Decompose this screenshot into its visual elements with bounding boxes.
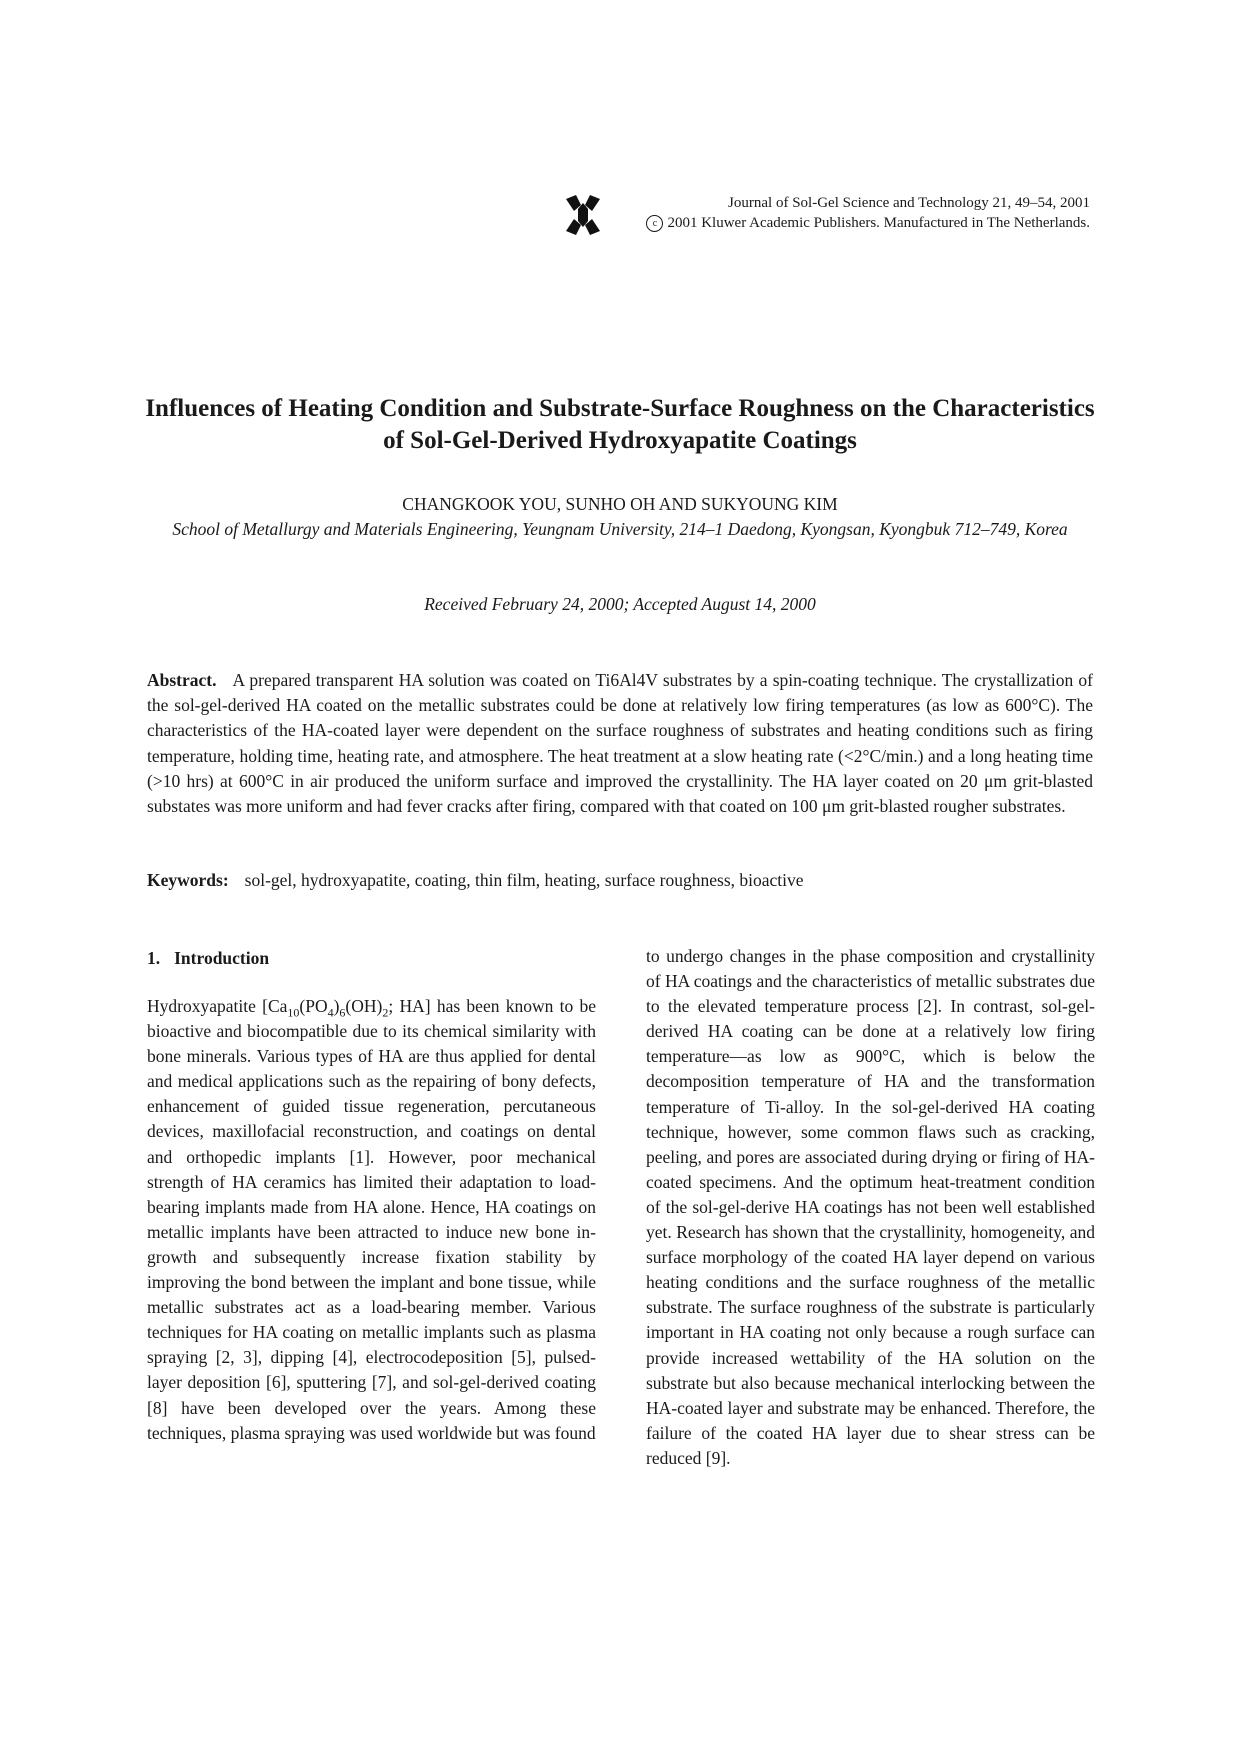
journal-citation xyxy=(646,193,1090,233)
left-column-text: ; HA] has been known to be bioactive and biocompatible due to its chemical similarity with bone minerals. Various types of HA are thus applied for dental and medical applications such as the repairing of bony defects, enhancement of guided tissue regeneration, percutaneous devices, maxillofacial reconstruction, and coatings on dental and orthopedic implants [1]. However, poor mechanical strength of HA ceramics has limited their adaptation to load-bearing implants made from HA alone. Hence, HA coatings on metallic implants have been attracted to induce new bone in-growth and subsequently increase fixation stability by improving the bond between the implant and bone tissue, while metallic substrates act as a load-bearing member. Various techniques for HA coating on metallic implants such as plasma spraying [2, 3], dipping [4], electrocodeposition [5], pulsed-layer deposition [6], sputtering [7], and sol-gel-derived coating [8] have been developed over the years. Among these techniques, plasma spraying was used worldwide but was found xyxy=(147,996,596,1443)
keywords-label: Keywords: xyxy=(147,870,229,890)
body-right-column: to undergo changes in the phase composition and crystallinity of HA coatings and the characteristics of metallic substrates due to the elevated temperature process [2]. In contrast, sol-gel-derived HA coating can be done at a relatively low firing temperature—as low as 900°C, which is below the decomposition temperature of HA and the transformation temperature of Ti-alloy. In the sol-gel-derived HA coating technique, however, some common flaws such as cracking, peeling, and pores are associated during drying or firing of HA-coated specimens. And the optimum heat-treatment condition of the sol-gel-derive HA coatings has not been well established yet. Research has shown that the crystallinity, homogeneity, and surface morphology of the coated HA layer depend on various heating conditions and the surface roughness of the metallic substrate. The surface roughness of the substrate is particularly important in HA coating not only because a rough surface can provide increased wettability of the HA solution on the substrate but also because mechanical interlocking between the HA-coated layer and substrate may be enhanced. Therefore, the failure of the coated HA layer due to shear stress can be reduced [9]. xyxy=(646,946,1095,1468)
paper-affiliation: School of Metallurgy and Materials Engineering, Yeungnam University, 214–1 Daedong, Kyongsan, Kyongbuk 712–749, Korea xyxy=(172,519,1068,539)
copyright-text: 2001 Kluwer Academic Publishers. Manufactured in The Netherlands. xyxy=(667,215,1090,231)
formula-part: (PO xyxy=(299,996,328,1016)
formula-part: (OH) xyxy=(345,996,383,1016)
formula-subscript: 10 xyxy=(287,1005,300,1020)
abstract xyxy=(147,668,1093,819)
abstract-text: A prepared transparent HA solution was coated on Ti6Al4V substrates by a spin-coating technique. The crystallization of the sol-gel-derived HA coated on the metallic substrates could be done at relatively low firing temperatures (as low as 600°C). The characteristics of the HA-coated layer were dependent on the surface roughness of substrates and heating conditions such as firing temperature, holding time, heating rate, and atmosphere. The heat treatment at a slow heating rate (<2°C/min.) and a long heating time (>10 hrs) at 600°C in air produced the uniform surface and improved the crystallinity. The HA layer coated on 20 μm grit-blasted substates was more uniform and had fever cracks after firing, compared with that coated on 100 μm grit-blasted rougher substrates. xyxy=(147,670,1093,817)
keywords-text: sol-gel, hydroxyapatite, coating, thin film, heating, surface roughness, bioactive xyxy=(244,870,804,890)
section-number: 1. xyxy=(147,948,161,968)
kluwer-logo-icon xyxy=(564,193,602,237)
journal-line: Journal of Sol-Gel Science and Technology 21, 49–54, 2001 xyxy=(728,195,1090,211)
section-heading-introduction xyxy=(147,946,269,970)
formula-part: Hydroxyapatite [Ca xyxy=(147,996,288,1016)
body-left-column xyxy=(147,994,596,1446)
journal-header xyxy=(560,193,1090,243)
received-dates: Received February 24, 2000; Accepted August 14, 2000 xyxy=(424,594,816,614)
paper-title: Influences of Heating Condition and Substrate-Surface Roughness on the Characteristics of Sol-Gel-Derived Hydroxyapatite Coatings xyxy=(145,395,1095,454)
section-title: Introduction xyxy=(174,948,270,968)
formula-part: ) xyxy=(333,996,340,1016)
formula-subscript: 4 xyxy=(327,1005,334,1020)
formula-subscript: 6 xyxy=(339,1005,346,1020)
copyright-line xyxy=(646,213,1090,233)
formula-subscript: 2 xyxy=(382,1005,389,1020)
keywords xyxy=(147,868,1093,892)
paper-authors: CHANGKOOK YOU, SUNHO OH AND SUKYOUNG KIM xyxy=(402,494,838,514)
abstract-label: Abstract. xyxy=(147,670,217,690)
copyright-icon: c xyxy=(646,215,663,232)
